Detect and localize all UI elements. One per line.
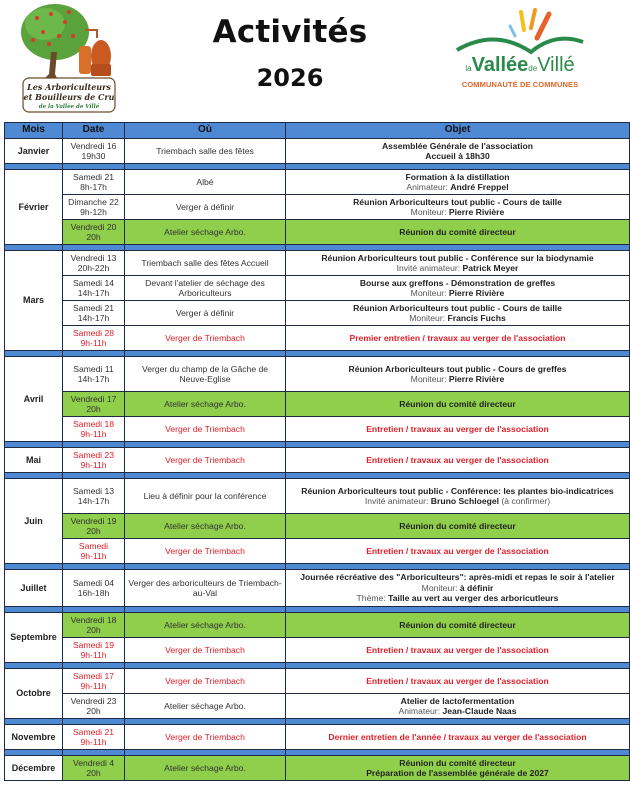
date-cell <box>63 251 125 276</box>
date-cell <box>63 669 125 694</box>
location-cell: Lieu à définir pour la conférence <box>125 479 286 514</box>
object-person-line <box>288 496 627 507</box>
table-row <box>5 170 630 195</box>
month-cell: Avril <box>5 357 63 442</box>
object-title: Réunion Arboriculteurs tout public - Conférence sur la biodynamie <box>321 252 594 263</box>
date-time: 9h-12h <box>80 207 107 217</box>
date-day: Samedi 28 <box>72 327 115 338</box>
theme-label: Thème: <box>356 593 386 604</box>
date-cell <box>63 170 125 195</box>
object-title: Réunion Arboriculteurs tout public - Cours de taille <box>353 196 562 207</box>
object-person-line <box>288 706 627 717</box>
logo-ville: Villé <box>537 54 575 76</box>
object-title: Entretien / travaux au verger de l'association <box>366 454 549 465</box>
date-time: 19h30 <box>81 151 106 161</box>
table-row <box>5 276 630 301</box>
object-title: Réunion Arboriculteurs tout public - Cours de taille <box>353 302 562 313</box>
location-cell: Atelier séchage Arbo. <box>125 756 286 781</box>
date-time: 14h-17h <box>77 374 110 384</box>
tree-and-still-logo-icon <box>15 2 121 116</box>
page-header <box>0 0 630 120</box>
object-theme-line <box>288 593 627 604</box>
date-day: Samedi 18 <box>72 418 115 429</box>
theme-name: Taille au vert au verger des arboricutleurs <box>388 593 559 604</box>
date-time: 16h-18h <box>77 588 110 598</box>
object-title: Atelier de lactofermentation <box>400 695 515 706</box>
person-label: Moniteur: <box>410 374 447 384</box>
table-row <box>5 139 630 164</box>
person-name: Francis Fuchs <box>447 313 506 323</box>
date-time: 14h-17h <box>77 288 110 298</box>
date-cell <box>63 448 125 473</box>
person-name: Jean-Claude Naas <box>442 706 517 716</box>
object-cell <box>286 326 630 351</box>
table-row <box>5 417 630 442</box>
date-day: Samedi 04 <box>72 577 115 588</box>
date-cell <box>63 638 125 663</box>
date-day: Samedi 14 <box>72 277 115 288</box>
object-title: Réunion Arboriculteurs tout public - Conférence: les plantes bio-indicatrices <box>301 485 614 496</box>
object-title: Entretien / travaux au verger de l'association <box>366 423 549 434</box>
location-cell: Verger de Triembach <box>125 638 286 663</box>
person-label: Invité animateur: <box>364 496 429 506</box>
table-row <box>5 613 630 638</box>
date-time: 20h <box>86 232 101 242</box>
date-day: Vendredi 16 <box>70 140 117 151</box>
object-cell <box>286 195 630 220</box>
person-name: Pierre Rivière <box>448 288 505 298</box>
object-person-line <box>288 288 627 299</box>
object-cell <box>286 417 630 442</box>
table-row <box>5 514 630 539</box>
table-row <box>5 725 630 750</box>
date-day: Vendredi 4 <box>72 757 115 768</box>
month-cell: Septembre <box>5 613 63 663</box>
date-cell <box>63 694 125 719</box>
month-cell: Octobre <box>5 669 63 719</box>
date-cell <box>63 725 125 750</box>
person-label: Animateur: <box>406 182 448 192</box>
location-cell: Atelier séchage Arbo. <box>125 220 286 245</box>
object-cell <box>286 139 630 164</box>
person-name: Bruno Schloegel <box>430 496 500 506</box>
object-cell <box>286 669 630 694</box>
table-body <box>5 139 630 781</box>
location-cell: Verger de Triembach <box>125 669 286 694</box>
month-cell: Novembre <box>5 725 63 750</box>
person-label: Moniteur: <box>421 582 458 593</box>
object-person-line <box>288 374 627 385</box>
person-label: Moniteur: <box>409 313 446 323</box>
date-time: 20h <box>86 404 101 414</box>
object-title: Entretien / travaux au verger de l'association <box>366 644 549 655</box>
location-cell: Atelier séchage Arbo. <box>125 392 286 417</box>
object-title: Assemblée Générale de l'association <box>381 140 534 151</box>
person-name: Pierre Rivière <box>448 207 505 217</box>
location-cell: Verger de Triembach <box>125 417 286 442</box>
object-title: Réunion du comité directeur <box>399 226 516 237</box>
month-cell: Juillet <box>5 570 63 607</box>
object-title: Bourse aux greffons - Démonstration de greffes <box>359 277 556 288</box>
month-cell: Février <box>5 170 63 245</box>
object-person-line <box>288 313 627 324</box>
date-cell <box>63 220 125 245</box>
object-subtitle: Préparation de l'assemblée générale de 2027 <box>366 768 549 778</box>
object-title: Réunion Arboriculteurs tout public - Cours de greffes <box>348 363 567 374</box>
date-time: 14h-17h <box>77 496 110 506</box>
person-label: Invité animateur: <box>396 263 461 273</box>
object-cell <box>286 694 630 719</box>
table-row <box>5 756 630 781</box>
object-title: Journée récréative des "Arboriculteurs": après-midi et repas le soir à l'atelier <box>300 572 615 583</box>
date-day: Vendredi 18 <box>70 614 117 625</box>
date-day: Samedi 17 <box>72 670 115 681</box>
column-header-mois: Mois <box>5 123 63 139</box>
table-row <box>5 220 630 245</box>
person-name: Pierre Rivière <box>448 374 505 384</box>
table-row <box>5 448 630 473</box>
person-name: Patrick Meyer <box>462 263 519 273</box>
month-cell: Juin <box>5 479 63 564</box>
date-day: Samedi 19 <box>72 639 115 650</box>
object-cell <box>286 756 630 781</box>
object-title: Entretien / travaux au verger de l'association <box>366 545 549 556</box>
date-time: 9h-11h <box>80 429 107 439</box>
date-cell <box>63 301 125 326</box>
location-cell: Triembach salle des fêtes <box>125 139 286 164</box>
date-time: 20h <box>86 625 101 635</box>
location-cell: Verger à définir <box>125 301 286 326</box>
date-time: 20h <box>86 706 101 716</box>
date-time: 9h-11h <box>80 460 107 470</box>
object-title: Dernier entretien de l'année / travaux au verger de l'association <box>328 731 587 742</box>
location-cell: Verger de Triembach <box>125 725 286 750</box>
date-day: Samedi 13 <box>72 485 115 496</box>
location-cell: Verger de Triembach <box>125 539 286 564</box>
object-cell <box>286 276 630 301</box>
date-day: Samedi <box>78 540 109 551</box>
object-cell <box>286 357 630 392</box>
location-cell: Atelier séchage Arbo. <box>125 613 286 638</box>
object-subtitle: Accueil à 18h30 <box>425 151 490 161</box>
object-cell <box>286 613 630 638</box>
object-person-line <box>288 207 627 218</box>
person-name: à définir <box>459 582 494 593</box>
logo-la: la <box>465 64 472 73</box>
date-time: 20h <box>86 768 101 778</box>
person-label: Moniteur: <box>410 207 447 217</box>
object-cell <box>286 251 630 276</box>
object-cell <box>286 638 630 663</box>
date-cell <box>63 326 125 351</box>
date-cell <box>63 479 125 514</box>
date-cell <box>63 139 125 164</box>
table-row <box>5 357 630 392</box>
date-cell <box>63 570 125 607</box>
location-cell: Verger du champ de la Gâche de Neuve-Eglise <box>125 357 286 392</box>
table-row <box>5 539 630 564</box>
location-cell: Atelier séchage Arbo. <box>125 514 286 539</box>
month-cell: Janvier <box>5 139 63 164</box>
object-person-line <box>288 263 627 274</box>
date-day: Samedi 23 <box>72 449 115 460</box>
date-cell <box>63 392 125 417</box>
location-cell: Verger des arboriculteurs de Triembach-au-Val <box>125 570 286 607</box>
date-day: Vendredi 17 <box>70 393 117 404</box>
object-cell <box>286 570 630 607</box>
location-cell: Atelier séchage Arbo. <box>125 694 286 719</box>
date-time: 8h-17h <box>80 182 107 192</box>
object-cell <box>286 725 630 750</box>
date-day: Samedi 21 <box>72 302 115 313</box>
table-row <box>5 326 630 351</box>
page-title: Activités <box>212 14 368 50</box>
person-label: Animateur: <box>398 706 441 716</box>
left-logo-line1: Les Arboriculteurs <box>27 82 111 92</box>
table-row <box>5 479 630 514</box>
location-cell: Devant l'atelier de séchage des Arboriculteurs <box>125 276 286 301</box>
object-cell <box>286 539 630 564</box>
object-title: Réunion du comité directeur <box>399 398 516 409</box>
date-day: Vendredi 20 <box>70 221 117 232</box>
column-header-date: Date <box>63 123 125 139</box>
date-time: 20h <box>86 526 101 536</box>
communaute-logo <box>445 6 595 96</box>
table-row <box>5 392 630 417</box>
date-time: 9h-11h <box>80 681 107 691</box>
object-cell <box>286 448 630 473</box>
location-cell: Verger à définir <box>125 195 286 220</box>
date-cell <box>63 613 125 638</box>
date-time: 9h-11h <box>80 338 107 348</box>
person-note: (à confirmer) <box>501 496 551 506</box>
date-cell <box>63 276 125 301</box>
object-title: Réunion du comité directeur <box>399 520 516 531</box>
table-row <box>5 669 630 694</box>
date-day: Samedi 11 <box>73 363 114 374</box>
column-header-ou: Où <box>125 123 286 139</box>
sun-rays-valley-logo-icon <box>445 6 595 56</box>
date-day: Dimanche 22 <box>68 196 119 207</box>
object-cell <box>286 392 630 417</box>
date-cell <box>63 195 125 220</box>
month-cell: Mai <box>5 448 63 473</box>
table-header-row <box>5 123 630 139</box>
object-cell <box>286 301 630 326</box>
date-cell <box>63 756 125 781</box>
date-day: Vendredi 19 <box>70 515 117 526</box>
activities-table <box>4 122 630 781</box>
month-cell: Décembre <box>5 756 63 781</box>
object-cell <box>286 479 630 514</box>
object-person-line <box>288 182 627 193</box>
date-cell <box>63 417 125 442</box>
logo-vallee: Vallée <box>471 54 529 76</box>
object-cell <box>286 220 630 245</box>
left-logo-line3: de la Vallée de Villé <box>38 104 100 110</box>
table-row <box>5 301 630 326</box>
month-cell: Mars <box>5 251 63 351</box>
object-cell <box>286 170 630 195</box>
table-row <box>5 570 630 607</box>
date-cell <box>63 539 125 564</box>
date-time: 9h-11h <box>80 650 107 660</box>
date-time: 20h-22h <box>77 263 110 273</box>
logo-de: de <box>528 64 538 73</box>
column-header-objet: Objet <box>286 123 630 139</box>
object-title: Formation à la distillation <box>405 171 510 182</box>
person-label: Moniteur: <box>410 288 447 298</box>
table-row <box>5 694 630 719</box>
location-cell: Albé <box>125 170 286 195</box>
date-cell <box>63 357 125 392</box>
logo-subtitle: COMMUNAUTÉ DE COMMUNES <box>461 80 579 89</box>
date-day: Samedi 21 <box>72 171 115 182</box>
location-cell: Verger de Triembach <box>125 448 286 473</box>
location-cell: Triembach salle des fêtes Accueil <box>125 251 286 276</box>
table-row <box>5 251 630 276</box>
table-row <box>5 195 630 220</box>
object-title: Entretien / travaux au verger de l'association <box>366 675 549 686</box>
location-cell: Verger de Triembach <box>125 326 286 351</box>
date-day: Samedi 21 <box>72 726 115 737</box>
table-row <box>5 638 630 663</box>
object-title: Réunion du comité directeur <box>399 757 516 768</box>
date-time: 14h-17h <box>77 313 110 323</box>
object-person-line <box>288 583 627 594</box>
object-title: Réunion du comité directeur <box>399 619 516 630</box>
date-day: Vendredi 23 <box>70 695 117 706</box>
date-time: 9h-11h <box>80 551 107 561</box>
object-cell <box>286 514 630 539</box>
date-day: Vendredi 13 <box>70 252 117 263</box>
left-logo-line2: et Bouilleurs de Cru <box>23 92 115 102</box>
object-title: Premier entretien / travaux au verger de l'association <box>349 332 566 343</box>
page-year: 2026 <box>256 64 324 92</box>
person-name: André Freppel <box>450 182 509 192</box>
date-cell <box>63 514 125 539</box>
date-time: 9h-11h <box>80 737 107 747</box>
